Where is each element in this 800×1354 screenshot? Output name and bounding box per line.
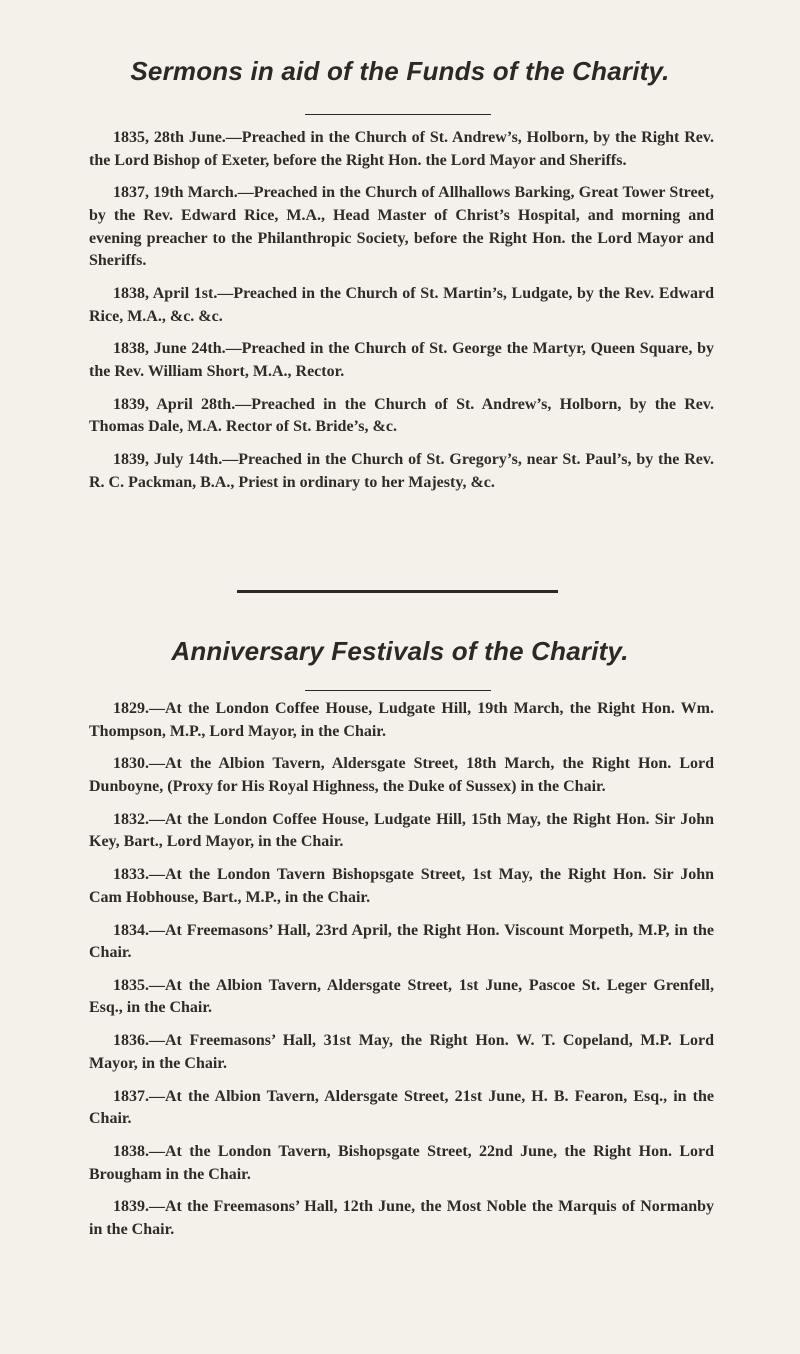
sermon-entry: 1839, April 28th.—Preached in the Church of St. Andrew’s, Holborn, by the Rev. Thomas Dale, M.A. Rector of St. Bride’s, &c. — [89, 395, 714, 436]
sermons-heading: Sermons in aid of the Funds of the Charity. — [130, 56, 670, 86]
festival-entry: 1837.—At the Albion Tavern, Aldersgate Street, 21st June, H. B. Fearon, Esq., in the Chair. — [89, 1087, 714, 1128]
festival-entry: 1830.—At the Albion Tavern, Aldersgate Street, 18th March, the Right Hon. Lord Dunboyne, (Proxy for His Royal Highness, the Duke of Sussex) in the Chair. — [89, 755, 714, 795]
festival-entry: 1834.—At Freemasons’ Hall, 23rd April, the Right Hon. Viscount Morpeth, M.P, in the Chair. — [89, 921, 714, 962]
sermons-list — [89, 127, 714, 504]
sermon-entry: 1837, 19th March.—Preached in the Church of Allhallows Barking, Great Tower Street, by the Rev. Edward Rice, M.A., Head Master of Christ’s Hospital, and morning and evening preacher to the Philanthropic Society, before the Right Hon. the Lord Mayor and Sheriffs. — [89, 184, 714, 270]
sermon-entry: 1838, June 24th.—Preached in the Church of St. George the Martyr, Queen Square, by the Rev. William Short, M.A., Rector. — [89, 340, 714, 380]
section-divider — [237, 590, 558, 593]
festivals-list — [89, 698, 714, 1252]
festivals-heading-rule — [305, 690, 491, 691]
festival-entry: 1838.—At the London Tavern, Bishopsgate Street, 22nd June, the Right Hon. Lord Brougham in the Chair. — [89, 1143, 714, 1183]
festival-entry: 1836.—At Freemasons’ Hall, 31st May, the Right Hon. W. T. Copeland, M.P. Lord Mayor, in the Chair. — [89, 1032, 714, 1072]
festival-entry: 1832.—At the London Coffee House, Ludgate Hill, 15th May, the Right Hon. Sir John Key, Bart., Lord Mayor, in the Chair. — [89, 810, 714, 851]
festival-entry: 1833.—At the London Tavern Bishopsgate Street, 1st May, the Right Hon. Sir John Cam Hobhouse, Bart., M.P., in the Chair. — [89, 866, 714, 906]
sermon-entry: 1838, April 1st.—Preached in the Church of St. Martin’s, Ludgate, by the Rev. Edward Rice, M.A., &c. &c. — [89, 284, 714, 325]
festival-entry: 1829.—At the London Coffee House, Ludgate Hill, 19th March, the Right Hon. Wm. Thompson, M.P., Lord Mayor, in the Chair. — [89, 700, 714, 740]
sermons-heading-rule — [305, 114, 491, 115]
festivals-heading: Anniversary Festivals of the Charity. — [171, 636, 629, 666]
festival-entry: 1839.—At the Freemasons’ Hall, 12th June, the Most Noble the Marquis of Normanby in the Chair. — [89, 1198, 714, 1238]
sermon-entry: 1839, July 14th.—Preached in the Church of St. Gregory’s, near St. Paul’s, by the Rev. R. C. Packman, B.A., Priest in ordinary to her Majesty, &c. — [89, 451, 714, 491]
festival-entry: 1835.—At the Albion Tavern, Aldersgate Street, 1st June, Pascoe St. Leger Grenfell, Esq., in the Chair. — [89, 976, 714, 1017]
sermon-entry: 1835, 28th June.—Preached in the Church of St. Andrew’s, Holborn, by the Right Rev. the Lord Bishop of Exeter, before the Right Hon. the Lord Mayor and Sheriffs. — [89, 129, 714, 169]
